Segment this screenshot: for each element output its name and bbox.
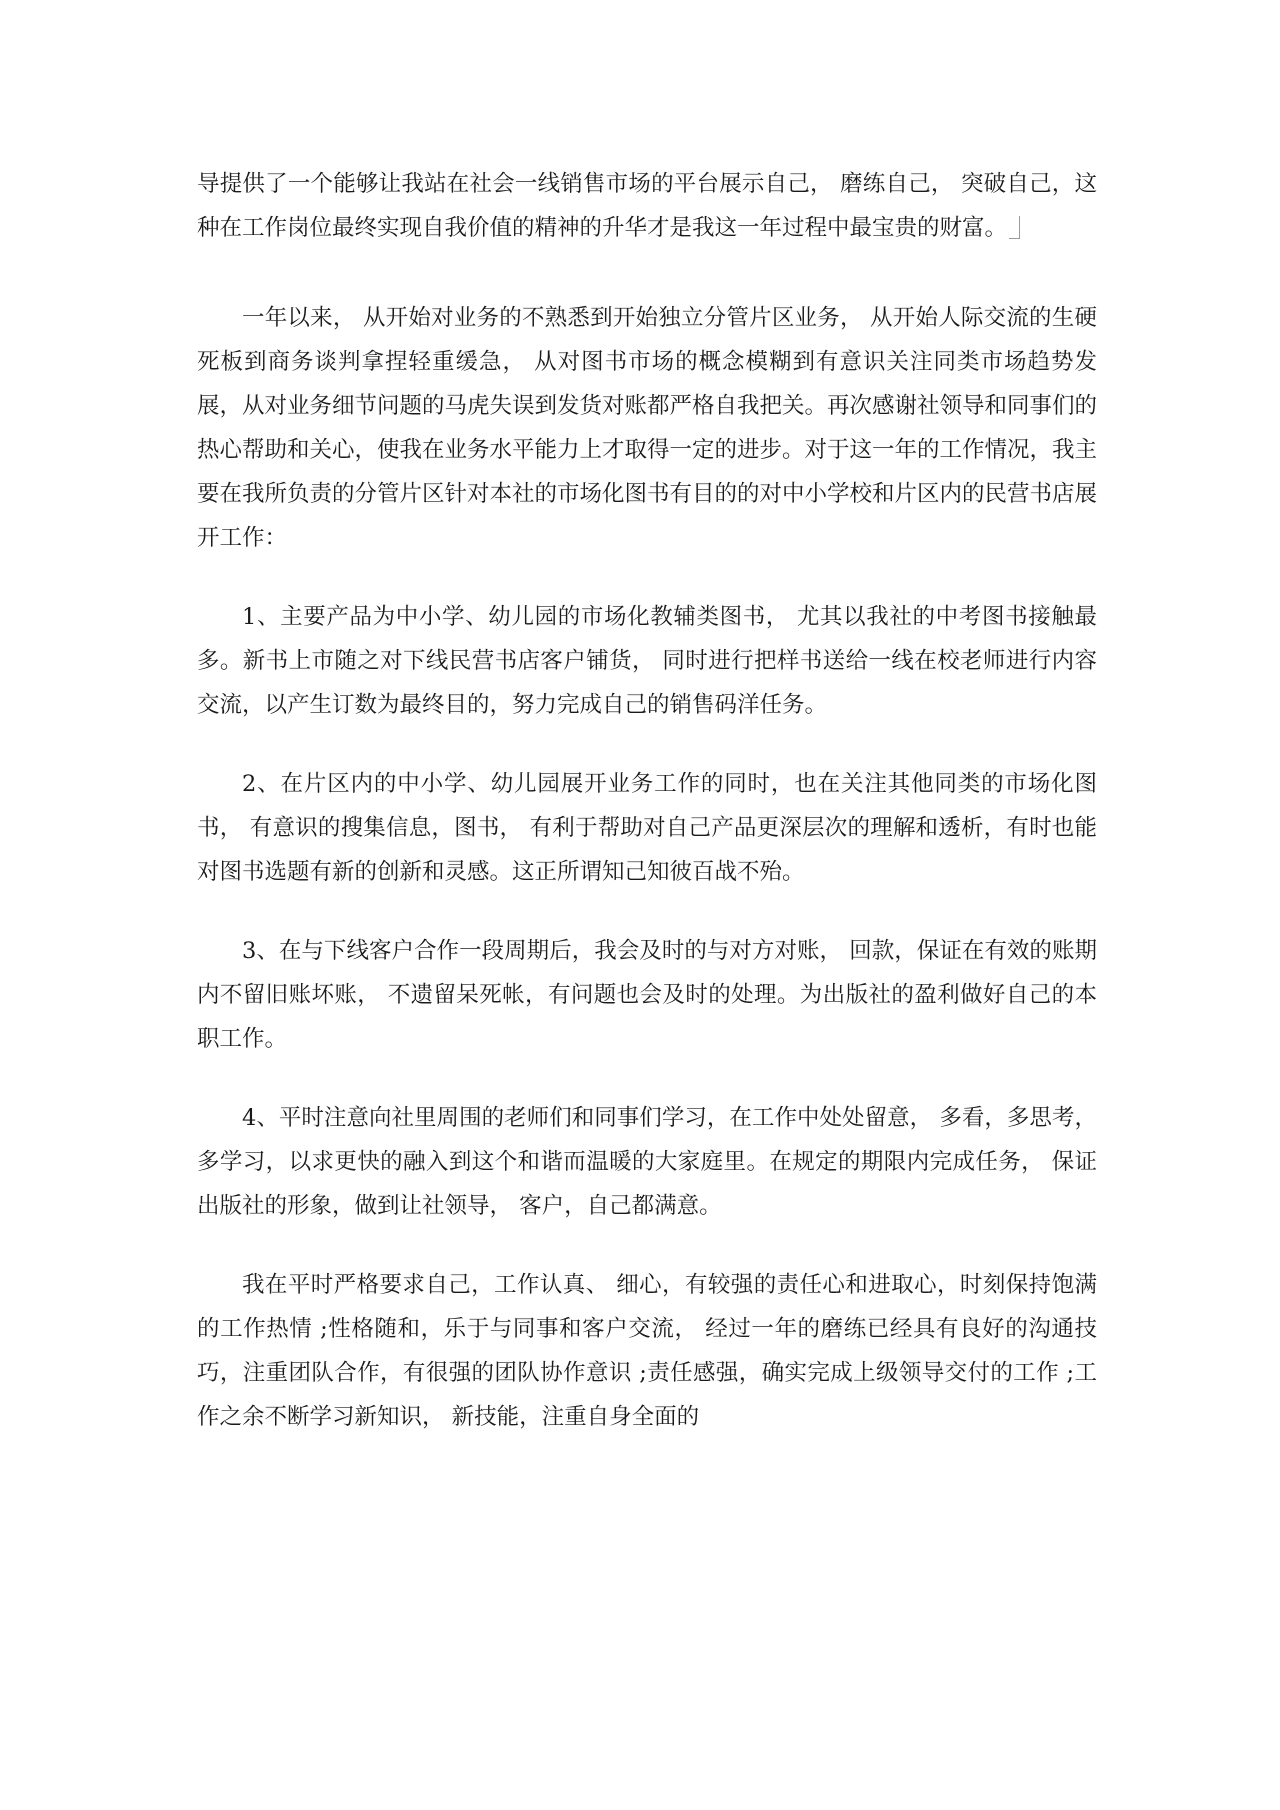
paragraph-year-review: 一年以来， 从开始对业务的不熟悉到开始独立分管片区业务， 从开始人际交流的生硬死板到商务谈判拿捏轻重缓急， 从对图书市场的概念模糊到有意识关注同类市场趋势发展，从对业务细节问题的马虎失误到发货对账都严格自我把关。再次感谢社领导和同事们的热心帮助和关心，使我在业务水平能力上才取得一定的进步。对于这一年的工作情况，我主要在我所负责的分管片区针对本社的市场化图书有目的的对中小学校和片区内的民营书店展开工作： [197,305,1098,551]
paragraph-self-evaluation: 我在平时严格要求自己，工作认真、 细心，有较强的责任心和进取心，时刻保持饱满的工作热情 ;性格随和，乐于与同事和客户交流， 经过一年的磨练已经具有良好的沟通技巧，注重团队合作，有很强的团队协作意识 ;责任感强，确实完成上级领导交付的工作 ;工作之余不断学习新知识， 新技能，注重自身全面的 [197,1272,1097,1430]
paragraph-item-3: 3、在与下线客户合作一段周期后，我会及时的与对方对账， 回款，保证在有效的账期内不留旧账坏账， 不遗留呆死帐，有问题也会及时的处理。为出版社的盈利做好自己的本职工作。 [197,938,1097,1052]
text-cursor-mark [1009,216,1020,239]
paragraph-continuation [197,162,1097,250]
paragraph-item-4: 4、平时注意向社里周围的老师们和同事们学习，在工作中处处留意， 多看，多思考，多学习，以求更快的融入到这个和谐而温暖的大家庭里。在规定的期限内完成任务， 保证出版社的形象，做到让社领导， 客户，自己都满意。 [197,1105,1097,1219]
paragraph-item-2: 2、在片区内的中小学、幼儿园展开业务工作的同时，也在关注其他同类的市场化图书， 有意识的搜集信息，图书， 有利于帮助对自己产品更深层次的理解和透析，有时也能对图书选题有新的创新和灵感。这正所谓知己知彼百战不殆。 [197,771,1097,885]
document-body [197,162,1097,1474]
paragraph-text: 导提供了一个能够让我站在社会一线销售市场的平台展示自己， 磨练自己， 突破自己，这种在工作岗位最终实现自我价值的精神的升华才是我这一年过程中最宝贵的财富。 [197,171,1097,241]
paragraph-item-1: 1、主要产品为中小学、幼儿园的市场化教辅类图书， 尤其以我社的中考图书接触最多。新书上市随之对下线民营书店客户铺货， 同时进行把样书送给一线在校老师进行内容交流，以产生订数为最终目的，努力完成自己的销售码洋任务。 [197,604,1097,718]
